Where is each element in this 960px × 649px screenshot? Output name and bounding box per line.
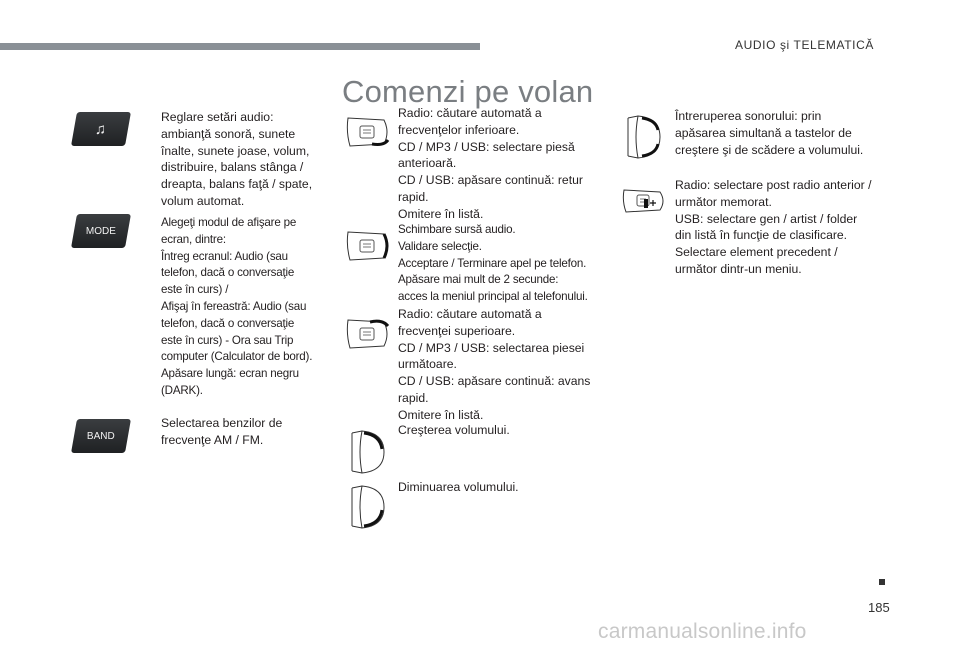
- text-line: volum automat.: [161, 193, 245, 208]
- text-line: Întreg ecranul: Audio (sau: [161, 249, 288, 263]
- text-line: următor dintr-un meniu.: [675, 261, 802, 276]
- seek-down-description: [398, 105, 598, 223]
- text-line: rapid.: [398, 189, 429, 204]
- text-line: Omitere în listă.: [398, 206, 484, 221]
- seek-up-control-icon: [344, 316, 394, 352]
- text-line: Diminuarea volumului.: [398, 480, 519, 494]
- text-line: acces la meniul principal al telefonului.: [398, 290, 588, 304]
- text-line: Radio: căutare automată a: [398, 106, 542, 120]
- mode-description: [161, 215, 326, 400]
- text-line: CD / USB: apăsare continuă: avans: [398, 374, 591, 389]
- text-line: computer (Calculator de bord).: [161, 350, 313, 364]
- text-line: Întreruperea sonorului: prin: [675, 109, 822, 123]
- text-line: CD / USB: apăsare continuă: retur: [398, 173, 583, 188]
- audio-settings-description: [161, 109, 326, 210]
- mute-control-icon: [622, 112, 666, 162]
- text-line: Creşterea volumului.: [398, 423, 510, 437]
- text-line: este în curs) /: [161, 283, 229, 297]
- volume-down-control-icon: [346, 482, 390, 532]
- page-number: 185: [868, 600, 890, 615]
- header-bar: [0, 43, 480, 50]
- text-line: frecvenţe AM / FM.: [161, 432, 264, 447]
- thumbwheel-description: [675, 177, 885, 278]
- text-line: din listă în funcţie de clasificare.: [675, 228, 848, 243]
- text-line: (DARK).: [161, 383, 203, 397]
- audio-settings-button: [71, 112, 131, 146]
- page-marker: [879, 579, 885, 585]
- volume-down-description: [398, 479, 598, 496]
- section-title: AUDIO şi TELEMATICĂ: [735, 38, 874, 52]
- text-line: Selectarea benzilor de: [161, 416, 283, 430]
- text-line: Acceptare / Terminare apel pe telefon.: [398, 256, 587, 270]
- text-line: apăsarea simultană a tastelor de: [675, 125, 852, 140]
- text-line: telefon, dacă o conversaţie: [161, 316, 295, 330]
- seek-up-description: [398, 306, 598, 424]
- text-line: Omitere în listă.: [398, 407, 484, 422]
- thumbwheel-control-icon: [620, 186, 670, 216]
- text-line: Apăsare lungă: ecran negru: [161, 367, 299, 381]
- music-note-icon: ♫: [95, 120, 107, 138]
- text-line: dreapta, balans faţă / spate,: [161, 177, 313, 192]
- watermark: carmanualsonline.info: [598, 620, 807, 643]
- text-line: Schimbare sursă audio.: [398, 223, 516, 236]
- volume-up-control-icon: [346, 427, 390, 477]
- mute-description: [675, 108, 880, 158]
- seek-down-control-icon: [344, 114, 394, 150]
- text-line: înalte, sunete joase, volum,: [161, 143, 310, 158]
- text-line: este în curs) - Ora sau Trip: [161, 333, 294, 347]
- text-line: telefon, dacă o conversaţie: [161, 266, 295, 280]
- text-line: Radio: căutare automată a: [398, 307, 542, 321]
- text-line: următor memorat.: [675, 194, 772, 209]
- text-line: rapid.: [398, 390, 429, 405]
- band-description: [161, 415, 326, 449]
- text-line: CD / MP3 / USB: selectare piesă: [398, 139, 575, 154]
- volume-up-description: [398, 422, 598, 439]
- text-line: Radio: selectare post radio anterior /: [675, 178, 872, 192]
- text-line: creştere şi de scădere a volumului.: [675, 142, 864, 157]
- text-line: Apăsare mai mult de 2 secunde:: [398, 273, 559, 287]
- page-title: Comenzi pe volan: [342, 74, 594, 109]
- mode-button: [71, 214, 131, 248]
- text-line: frecvenţei superioare.: [398, 323, 516, 338]
- text-line: Reglare setări audio:: [161, 110, 274, 124]
- text-line: Selectare element precedent /: [675, 245, 838, 260]
- text-line: următoare.: [398, 357, 457, 372]
- mode-button-label: MODE: [86, 225, 116, 237]
- text-line: distribuire, balans stânga /: [161, 160, 304, 175]
- text-line: Afişaj în fereastră: Audio (sau: [161, 299, 307, 313]
- text-line: ecran, dintre:: [161, 232, 226, 246]
- band-button: [71, 419, 131, 453]
- text-line: CD / MP3 / USB: selectarea piesei: [398, 340, 585, 355]
- text-line: ambianţă sonoră, sunete: [161, 126, 296, 141]
- text-line: frecvenţelor inferioare.: [398, 122, 520, 137]
- text-line: Alegeţi modul de afişare pe: [161, 216, 297, 229]
- text-line: anterioară.: [398, 156, 457, 171]
- source-control-icon: [344, 228, 394, 264]
- text-line: Validare selecţie.: [398, 239, 482, 253]
- text-line: USB: selectare gen / artist / folder: [675, 211, 858, 226]
- band-button-label: BAND: [87, 430, 115, 442]
- source-description: [398, 222, 603, 306]
